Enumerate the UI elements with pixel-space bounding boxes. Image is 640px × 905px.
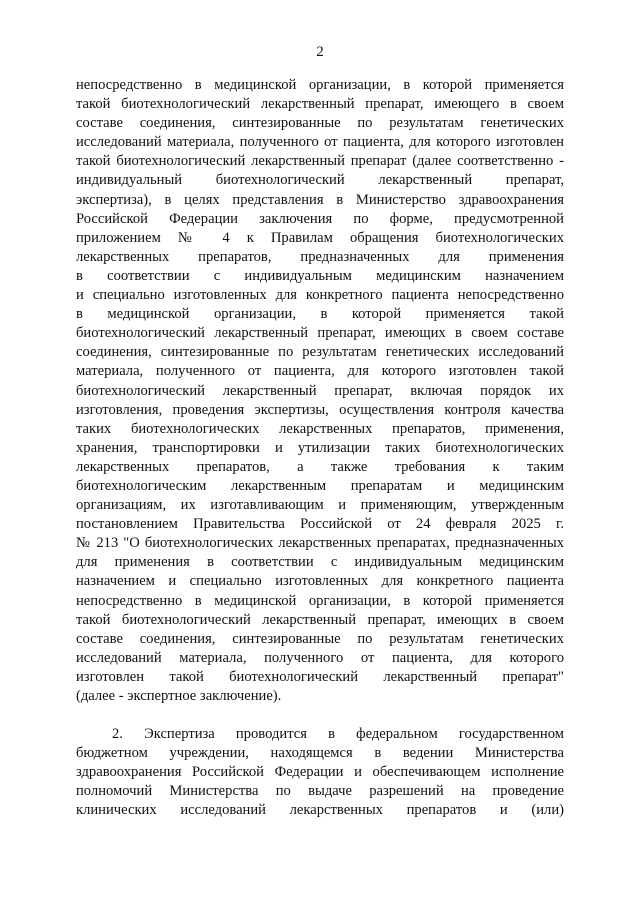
text-line: непосредственно в медицинской организации, в которой применяется [76, 77, 564, 93]
text-line: исследований материала, полученного от пациента, для которого изготовлен [76, 134, 564, 151]
text-line: здравоохранения Российской Федерации и обеспечивающем исполнение [76, 764, 564, 781]
text-line: таких биотехнологических лекарственных препаратов, применения, [76, 420, 564, 437]
text-line: исследований материала, полученного от пациента, для которого [76, 649, 564, 666]
text-line: биотехнологический лекарственный препарат, включая порядок их [76, 382, 564, 399]
text-line: составе соединения, синтезированные по результатам генетических [76, 630, 564, 647]
text-line: и специально изготовленных для конкретного пациента непосредственно [76, 287, 564, 304]
text-line: Российской Федерации заключения по форме, предусмотренной [76, 210, 564, 227]
text-line: индивидуальный биотехнологический лекарственный препарат, [76, 172, 564, 189]
page-number: 2 [316, 44, 324, 60]
document-body [76, 76, 564, 821]
text-line: в соответствии с индивидуальным медицинским назначением [76, 267, 564, 284]
text-line: такой биотехнологический лекарственный препарат, имеющего в своем [76, 96, 564, 113]
text-line: изготовления, проведения экспертизы, осуществления контроля качества [76, 401, 564, 418]
text-line: лекарственных препаратов, а также требования к таким [76, 458, 564, 475]
text-line: бюджетном учреждении, находящемся в ведении Министерства [76, 745, 564, 762]
text-line: материала, полученного от пациента, для которого изготовлен такой [76, 363, 564, 380]
paragraph-1 [76, 76, 564, 706]
text-line: 2. Экспертиза проводится в федеральном государственном [112, 726, 564, 743]
text-line: составе соединения, синтезированные по результатам генетических [76, 115, 564, 132]
text-line: экспертиза), в целях представления в Министерство здравоохранения [76, 191, 564, 208]
text-line: изготовлен такой биотехнологический лекарственный препарат" [76, 668, 564, 685]
text-line: приложением № 4 к Правилам обращения биотехнологических [76, 229, 564, 246]
text-line: непосредственно в медицинской организации, в которой применяется [76, 592, 564, 609]
text-line: (далее - экспертное заключение). [76, 688, 282, 704]
paragraph-2 [76, 725, 564, 820]
text-line: такой биотехнологический лекарственный препарат (далее соответственно - [76, 153, 564, 170]
text-line: хранения, транспортировки и утилизации таких биотехнологических [76, 439, 564, 456]
text-line: для применения в соответствии с индивидуальным медицинским [76, 554, 564, 571]
text-line: № 213 "О биотехнологических лекарственных препаратах, предназначенных [76, 535, 564, 552]
text-line: лекарственных препаратов, предназначенных для применения [76, 248, 564, 265]
text-line: соединения, синтезированные по результатам генетических исследований [76, 344, 564, 361]
text-line: биотехнологическим лекарственным препаратам и медицинским [76, 477, 564, 494]
text-line: такой биотехнологический лекарственный препарат, имеющих в своем [76, 611, 564, 628]
text-line: полномочий Министерства по выдаче разрешений на проведение [76, 783, 564, 800]
text-line: клинических исследований лекарственных препаратов и (или) [76, 802, 564, 819]
text-line: в медицинской организации, в которой применяется такой [76, 306, 564, 323]
text-line: постановлением Правительства Российской от 24 февраля 2025 г. [76, 516, 564, 533]
text-line: организациям, их изготавливающим и применяющим, утвержденным [76, 497, 564, 514]
text-line: назначением и специально изготовленных для конкретного пациента [76, 573, 564, 590]
text-line: биотехнологический лекарственный препарат, имеющих в своем составе [76, 325, 564, 342]
paragraph-gap [76, 706, 564, 725]
